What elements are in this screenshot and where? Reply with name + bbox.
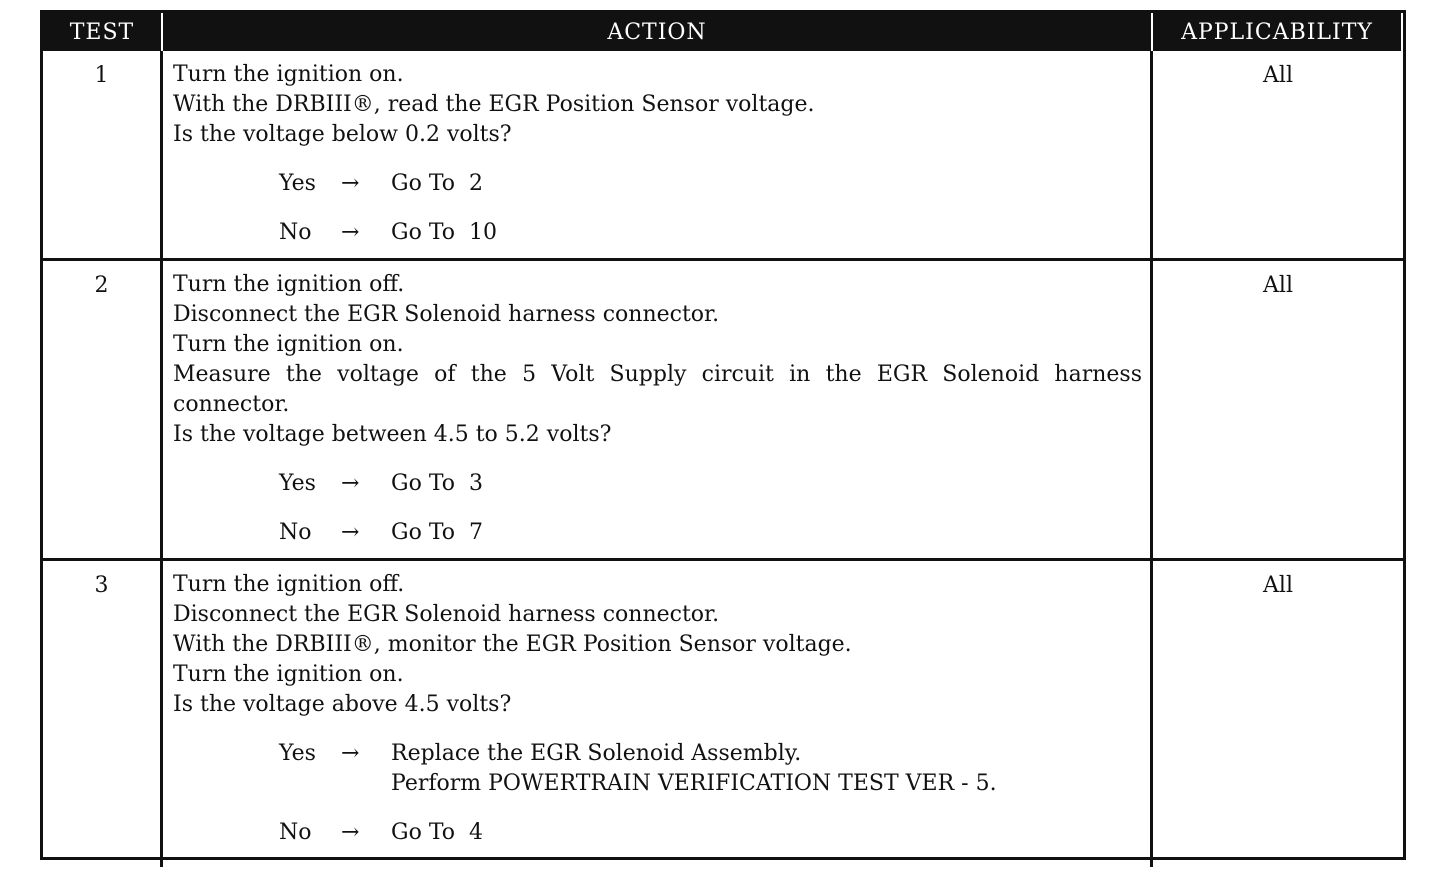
result-line: Go To 2: [391, 171, 484, 196]
option-result: [391, 169, 1142, 199]
option-result: [391, 518, 1142, 548]
result-line: Perform POWERTRAIN VERIFICATION TEST VER - 5.: [391, 771, 997, 796]
action-line: Turn the ignition on.: [173, 332, 404, 357]
header-test: TEST: [43, 13, 163, 51]
action-cell-2: [163, 261, 1153, 561]
test-number-1: 1: [43, 51, 163, 261]
option-result: [391, 739, 1142, 799]
result-line: Replace the EGR Solenoid Assembly.: [391, 741, 802, 766]
action-line: Is the voltage above 4.5 volts?: [173, 692, 512, 717]
option-result: [391, 469, 1142, 499]
arrow-right-icon: →: [341, 520, 360, 545]
option-yes: [279, 169, 1142, 199]
result-line: Go To 4: [391, 820, 484, 845]
test-number-2: 2: [43, 261, 163, 561]
header-action: ACTION: [163, 13, 1153, 51]
option-label: No: [279, 520, 312, 545]
option-result: [391, 818, 1142, 848]
action-line: Disconnect the EGR Solenoid harness connector.: [173, 602, 720, 627]
applicability-1: All: [1153, 51, 1403, 261]
test-number-3: 3: [43, 561, 163, 867]
action-line: Is the voltage below 0.2 volts?: [173, 122, 512, 147]
option-label: No: [279, 820, 312, 845]
option-label: Yes: [279, 471, 316, 496]
action-line: Turn the ignition on.: [173, 662, 404, 687]
option-yes: [279, 469, 1142, 499]
action-line: Turn the ignition on.: [173, 62, 404, 87]
action-line: Turn the ignition off.: [173, 272, 405, 297]
result-line: Go To 10: [391, 220, 498, 245]
action-line: Is the voltage between 4.5 to 5.2 volts?: [173, 422, 612, 447]
option-label: Yes: [279, 171, 316, 196]
applicability-3: All: [1263, 573, 1293, 598]
option-yes: [279, 739, 1142, 799]
option-label: No: [279, 220, 312, 245]
option-no: [279, 818, 1142, 848]
options-2: [279, 469, 1142, 548]
applicability-2: All: [1153, 261, 1403, 561]
option-no: [279, 218, 1142, 248]
action-cell-1: [163, 51, 1153, 261]
diagnostic-test-table: [40, 10, 1406, 860]
option-no: [279, 518, 1142, 548]
arrow-right-icon: →: [341, 220, 360, 245]
result-line: Go To 3: [391, 471, 484, 496]
action-line: Turn the ignition off.: [173, 572, 405, 597]
result-line: Go To 7: [391, 520, 484, 545]
action-cell-3: [163, 561, 1153, 867]
header-applicability: APPLICABILITY: [1153, 13, 1403, 51]
action-line: Disconnect the EGR Solenoid harness connector.: [173, 302, 720, 327]
action-line: Measure the voltage of the 5 Volt Supply circuit in the EGR Solenoid harness: [173, 362, 1142, 387]
arrow-right-icon: →: [341, 471, 360, 496]
option-result: [391, 218, 1142, 248]
option-label: Yes: [279, 741, 316, 766]
arrow-right-icon: →: [341, 820, 360, 845]
action-line: connector.: [173, 392, 290, 417]
options-1: [279, 169, 1142, 248]
arrow-right-icon: →: [341, 741, 360, 766]
arrow-right-icon: →: [341, 171, 360, 196]
action-line: With the DRBIII®, read the EGR Position Sensor voltage.: [173, 92, 815, 117]
action-line: With the DRBIII®, monitor the EGR Position Sensor voltage.: [173, 632, 852, 657]
options-3: [279, 739, 1142, 848]
